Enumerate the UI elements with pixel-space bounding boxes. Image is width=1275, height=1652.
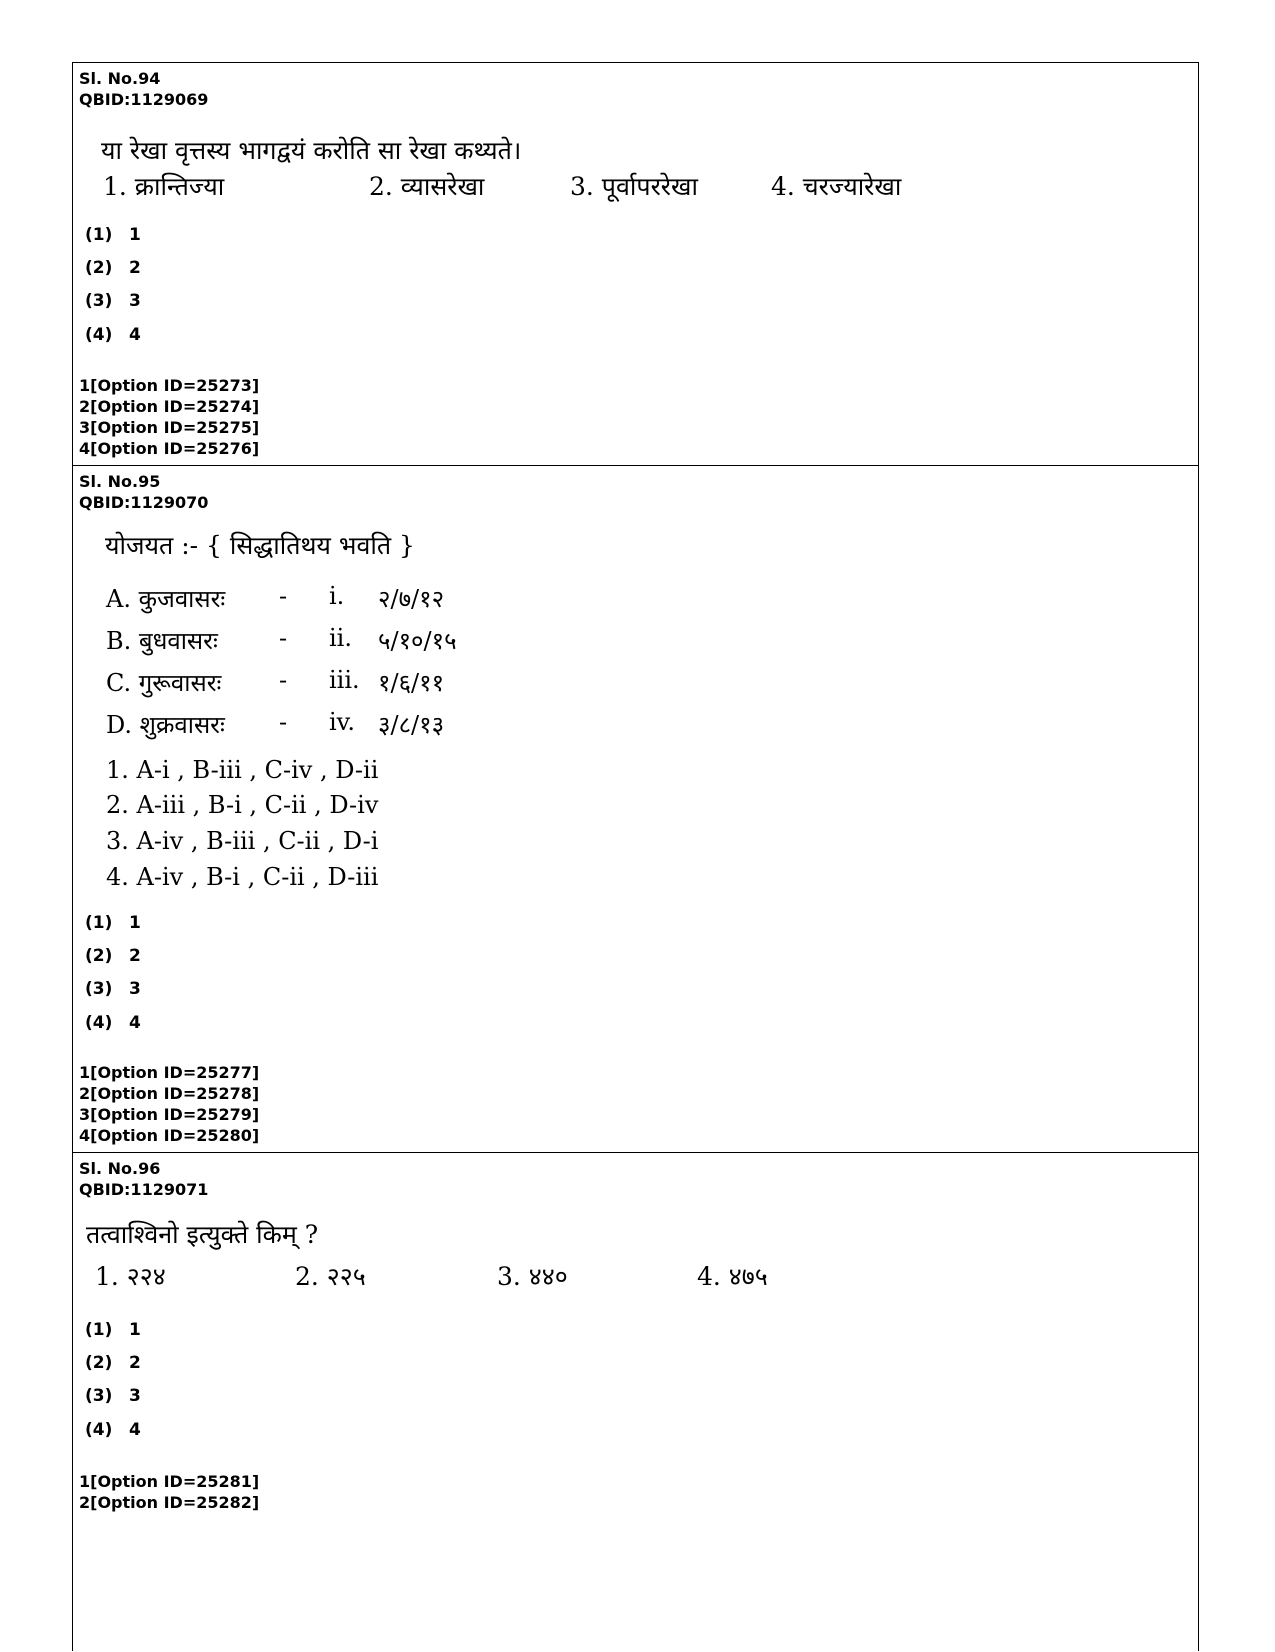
question-meta xyxy=(79,1158,208,1200)
option-id: 3[Option ID=25279] xyxy=(79,1105,260,1124)
match-left-item: B. बुधवासरः xyxy=(106,627,218,655)
option-id: 4[Option ID=25280] xyxy=(79,1126,260,1145)
answer-option[interactable] xyxy=(85,1386,141,1406)
answer-number: (3) xyxy=(85,979,113,999)
match-left-item: D. शुक्रवासरः xyxy=(106,711,225,739)
question-block xyxy=(73,1152,1198,1652)
option-ids xyxy=(79,375,259,459)
answer-number: (4) xyxy=(85,1420,113,1440)
answer-number: (2) xyxy=(85,946,113,966)
answer-option[interactable] xyxy=(85,258,141,278)
serial-number: Sl. No.94 xyxy=(79,69,161,88)
answer-value: 4 xyxy=(129,1420,141,1440)
option-id: 1[Option ID=25281] xyxy=(79,1472,260,1491)
option-id: 3[Option ID=25275] xyxy=(79,418,260,437)
option-id: 4[Option ID=25276] xyxy=(79,439,260,458)
match-choice: 1. A-i , B-iii , C-iv , D-ii xyxy=(106,756,379,784)
answer-number: (2) xyxy=(85,258,113,278)
answer-option[interactable] xyxy=(85,1320,141,1340)
answer-option[interactable] xyxy=(85,1013,141,1033)
option-id: 1[Option ID=25277] xyxy=(79,1063,260,1082)
answer-value: 1 xyxy=(129,1320,141,1340)
match-right-item: ३/८/१३ xyxy=(378,711,445,739)
answer-value: 3 xyxy=(129,291,141,311)
answer-value: 3 xyxy=(129,1386,141,1406)
option-id: 2[Option ID=25278] xyxy=(79,1084,260,1103)
inline-option: 2. २२५ xyxy=(295,1262,366,1291)
option-id: 1[Option ID=25273] xyxy=(79,376,260,395)
answer-option[interactable] xyxy=(85,1353,141,1373)
question-meta xyxy=(79,68,208,110)
inline-option: 1. क्रान्तिज्या xyxy=(103,172,225,201)
match-roman: iii. xyxy=(329,666,360,694)
match-roman: ii. xyxy=(329,624,352,652)
answer-value: 2 xyxy=(129,258,141,278)
option-id: 2[Option ID=25282] xyxy=(79,1493,260,1512)
qbid: QBID:1129069 xyxy=(79,90,209,109)
answer-number: (1) xyxy=(85,913,113,933)
answer-number: (1) xyxy=(85,225,113,245)
answer-value: 3 xyxy=(129,979,141,999)
match-choice: 4. A-iv , B-i , C-ii , D-iii xyxy=(106,863,379,891)
match-dash: - xyxy=(279,624,288,652)
match-right-item: २/७/१२ xyxy=(378,585,445,613)
match-choice: 2. A-iii , B-i , C-ii , D-iv xyxy=(106,791,379,819)
match-choice: 3. A-iv , B-iii , C-ii , D-i xyxy=(106,827,379,855)
answer-option[interactable] xyxy=(85,325,141,345)
qbid: QBID:1129071 xyxy=(79,1180,209,1199)
match-left-item: A. कुजवासरः xyxy=(106,585,226,613)
inline-option: 4. ४७५ xyxy=(697,1262,768,1291)
answer-option[interactable] xyxy=(85,946,141,966)
question-block xyxy=(73,465,1198,1152)
answer-value: 2 xyxy=(129,1353,141,1373)
match-dash: - xyxy=(279,666,288,694)
answer-number: (2) xyxy=(85,1353,113,1373)
answer-option[interactable] xyxy=(85,291,141,311)
answer-option[interactable] xyxy=(85,979,141,999)
inline-option: 2. व्यासरेखा xyxy=(369,172,485,201)
question-stem: या रेखा वृत्तस्य भागद्वयं करोति सा रेखा कथ्यते। xyxy=(101,136,522,165)
inline-option: 4. चरज्यारेखा xyxy=(771,172,902,201)
serial-number: Sl. No.96 xyxy=(79,1159,161,1178)
answer-option[interactable] xyxy=(85,225,141,245)
match-dash: - xyxy=(279,708,288,736)
match-roman: iv. xyxy=(329,708,356,736)
option-ids xyxy=(79,1471,259,1513)
answer-number: (1) xyxy=(85,1320,113,1340)
match-right-item: १/६/११ xyxy=(378,669,445,697)
option-ids xyxy=(79,1062,259,1146)
answer-number: (4) xyxy=(85,325,113,345)
answer-option[interactable] xyxy=(85,913,141,933)
answer-value: 1 xyxy=(129,225,141,245)
question-paper-frame xyxy=(72,62,1199,1651)
question-block xyxy=(73,63,1198,465)
answer-number: (3) xyxy=(85,291,113,311)
question-stem: योजयत :- { सिद्धातिथय भवति } xyxy=(105,531,415,560)
qbid: QBID:1129070 xyxy=(79,493,209,512)
match-dash: - xyxy=(279,582,288,610)
question-stem: तत्वाश्विनो इत्युक्ते किम् ? xyxy=(86,1220,319,1249)
match-roman: i. xyxy=(329,582,345,610)
serial-number: Sl. No.95 xyxy=(79,472,161,491)
option-id: 2[Option ID=25274] xyxy=(79,397,260,416)
match-left-item: C. गुरूवासरः xyxy=(106,669,222,697)
answer-number: (4) xyxy=(85,1013,113,1033)
answer-option[interactable] xyxy=(85,1420,141,1440)
inline-option: 1. २२४ xyxy=(95,1262,166,1291)
answer-value: 4 xyxy=(129,1013,141,1033)
answer-value: 4 xyxy=(129,325,141,345)
inline-option: 3. ४४० xyxy=(497,1262,568,1291)
inline-option: 3. पूर्वापररेखा xyxy=(570,172,698,201)
match-right-item: ५/१०/१५ xyxy=(378,627,457,655)
answer-value: 2 xyxy=(129,946,141,966)
question-meta xyxy=(79,471,208,513)
answer-value: 1 xyxy=(129,913,141,933)
answer-number: (3) xyxy=(85,1386,113,1406)
